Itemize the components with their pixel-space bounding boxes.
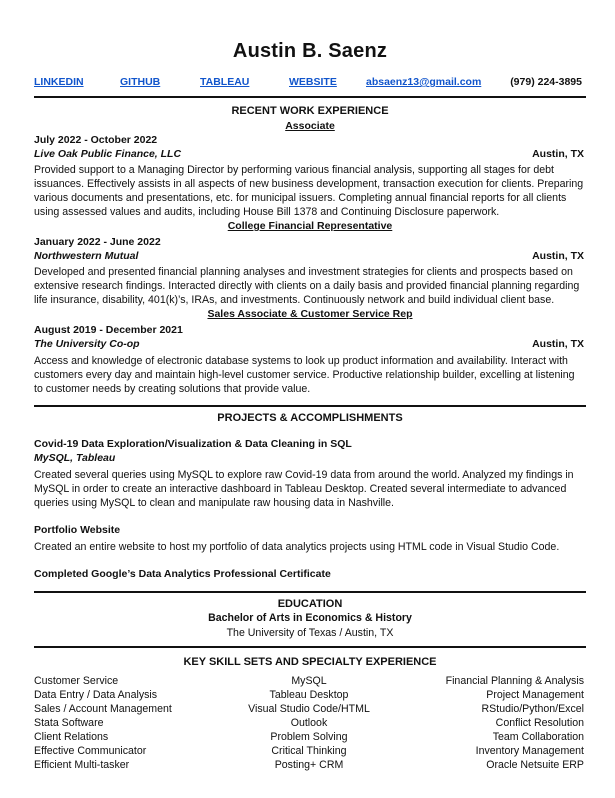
divider xyxy=(34,405,586,407)
education-school: The University of Texas / Austin, TX xyxy=(226,627,394,639)
job-description: Developed and presented financial planning analyses and investment strategies for clients and prospects based on extensive research findings. Interacted directly with clients on a daily basis and provided financial planning regarding life insurance, disability, 401(k)’s, IRAs, and investments. Continuously network and build individual client base. xyxy=(34,266,580,306)
job-organization: Northwestern Mutual xyxy=(34,250,139,262)
linkedin-link[interactable]: LINKEDIN xyxy=(34,76,84,88)
website-link[interactable]: WEBSITE xyxy=(289,76,337,88)
skill-item: Effective Communicator xyxy=(34,745,147,757)
skill-item: Critical Thinking xyxy=(271,745,347,757)
skill-item: Team Collaboration xyxy=(492,731,584,743)
skill-item: Outlook xyxy=(290,717,328,729)
project-tools: MySQL, Tableau xyxy=(34,452,116,464)
skills-column-middle xyxy=(214,674,404,772)
divider xyxy=(34,646,586,648)
skills-section-title: KEY SKILL SETS AND SPECIALTY EXPERIENCE xyxy=(183,656,437,668)
skill-item: Client Relations xyxy=(34,731,109,743)
divider xyxy=(34,591,586,593)
skill-item: Problem Solving xyxy=(270,731,348,743)
skill-item: Inventory Management xyxy=(475,745,584,757)
project-description: Created several queries using MySQL to explore raw Covid-19 data from around the world. Analyzed my findings in MySQL in order to create an interactive dashboard in Tableau Desktop. Created several intermediate to advanced queries using MySQL to clean and manipulate raw housing data in Nashville. xyxy=(34,469,574,509)
job-role-title: Associate xyxy=(285,120,335,132)
skills-column-right xyxy=(446,674,584,772)
job-dates: July 2022 - October 2022 xyxy=(34,134,158,146)
job-organization: The University Co-op xyxy=(34,338,140,350)
job-organization: Live Oak Public Finance, LLC xyxy=(34,148,182,160)
education-degree: Bachelor of Arts in Economics & History xyxy=(208,612,412,624)
certificate-line: Completed Google’s Data Analytics Professional Certificate xyxy=(34,568,331,580)
project-title: Portfolio Website xyxy=(34,524,121,536)
skill-item: Visual Studio Code/HTML xyxy=(248,703,370,715)
skill-item: Stata Software xyxy=(34,717,104,729)
divider xyxy=(34,96,586,98)
skill-item: Financial Planning & Analysis xyxy=(445,675,584,687)
job-location: Austin, TX xyxy=(532,250,584,262)
contact-bar xyxy=(34,76,586,90)
skill-item: Customer Service xyxy=(34,675,119,687)
skill-item: Posting+ CRM xyxy=(274,759,344,771)
github-link[interactable]: GITHUB xyxy=(120,76,161,88)
job-dates: August 2019 - December 2021 xyxy=(34,324,183,336)
resume-name: Austin B. Saenz xyxy=(232,40,388,62)
job-description: Access and knowledge of electronic database systems to look up product information and availability. Interact with customers every day and maintain high-level customer service. Productive relationship builder, excelling at listening to customer needs by creating solutions that provide value. xyxy=(34,355,575,395)
skill-item: Tableau Desktop xyxy=(269,689,349,701)
phone-number: (979) 224-3895 xyxy=(510,76,582,88)
job-location: Austin, TX xyxy=(532,148,584,160)
skill-item: Efficient Multi-tasker xyxy=(34,759,130,771)
experience-section-title: RECENT WORK EXPERIENCE xyxy=(231,105,389,117)
job-location: Austin, TX xyxy=(532,338,584,350)
skill-item: RStudio/Python/Excel xyxy=(481,703,584,715)
job-dates: January 2022 - June 2022 xyxy=(34,236,161,248)
job-role-title: Sales Associate & Customer Service Rep xyxy=(207,308,413,320)
skills-column-left xyxy=(34,674,172,772)
tableau-link[interactable]: TABLEAU xyxy=(200,76,250,88)
skill-item: Project Management xyxy=(486,689,584,701)
project-title: Covid-19 Data Exploration/Visualization & Data Cleaning in SQL xyxy=(34,438,352,450)
skill-item: MySQL xyxy=(291,675,327,687)
skill-item: Sales / Account Management xyxy=(34,703,172,715)
email-link[interactable]: absaenz13@gmail.com xyxy=(366,76,482,88)
skill-item: Conflict Resolution xyxy=(495,717,584,729)
projects-section-title: PROJECTS & ACCOMPLISHMENTS xyxy=(217,412,403,424)
job-description: Provided support to a Managing Director by performing various financial analysis, supporting all stages for debt issuances. Effectively assists in all aspects of new business development, transaction execution for clients. Preparing various documents and presentations, etc. for municipal issuers. Completing annual financial reports for all clients using assessed values and audits, including House Bill 1378 and Continuing Disclosure paperwork. xyxy=(34,164,584,218)
job-role-title: College Financial Representative xyxy=(227,220,393,232)
skill-item: Oracle Netsuite ERP xyxy=(486,759,584,771)
education-section-title: EDUCATION xyxy=(277,598,343,610)
project-description: Created an entire website to host my portfolio of data analytics projects using HTML code in Visual Studio Code. xyxy=(34,541,560,553)
skill-item: Data Entry / Data Analysis xyxy=(34,689,158,701)
